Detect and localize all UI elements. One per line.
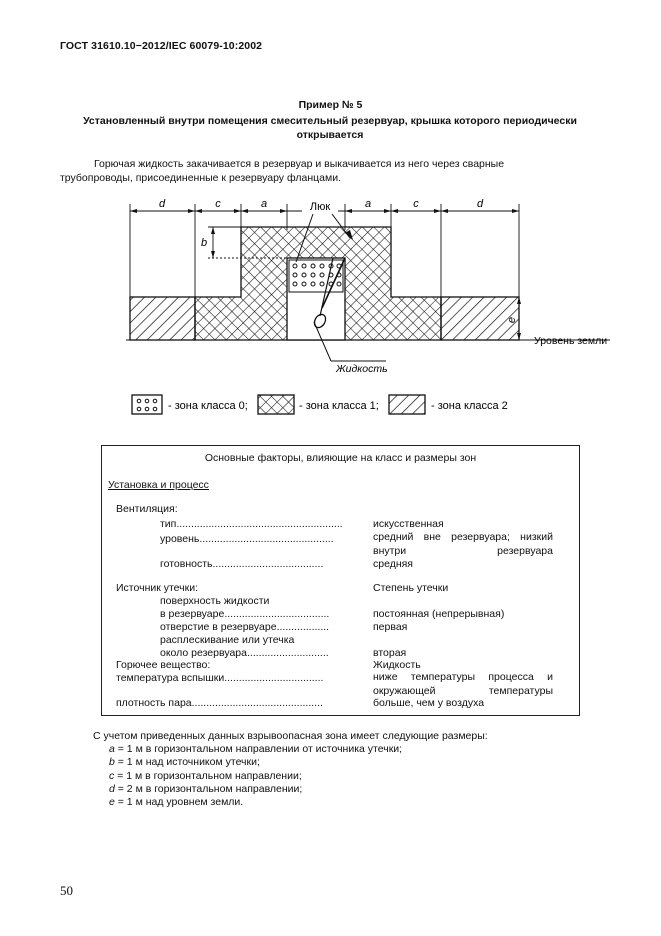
splash-label-1: расплескивание или утечка bbox=[160, 634, 295, 646]
summary-item: a = 1 м в горизонтальном направлении от источника утечки; bbox=[109, 743, 403, 756]
legend-zone0: - зона класса 0; bbox=[168, 400, 248, 412]
zone2-left bbox=[130, 297, 195, 340]
summary-item: c = 1 м в горизонтальном направлении; bbox=[109, 769, 302, 782]
ground-label: Уровень земли bbox=[534, 335, 608, 347]
document-header: ГОСТ 31610.10−2012/IEC 60079-10:2002 bbox=[60, 40, 263, 52]
summary bbox=[93, 730, 488, 809]
hatch-label: Люк bbox=[309, 201, 331, 213]
example-title: Пример № 5 bbox=[298, 99, 363, 111]
splash-value: вторая bbox=[373, 647, 407, 659]
vent-type-label: тип bbox=[160, 518, 177, 530]
example-subtitle: Установленный внутри помещения смесительный резервуар, крышка которого периодически открывается bbox=[83, 115, 577, 141]
surface-label-1: поверхность жидкости bbox=[160, 595, 270, 607]
density-value: больше, чем у воздуха bbox=[373, 697, 485, 709]
leak-degree-label: Степень утечки bbox=[373, 582, 449, 594]
summary-item: e = 1 м над уровнем земли. bbox=[109, 796, 244, 809]
vent-type-value: искусственная bbox=[373, 518, 444, 530]
surface-label-2: в резервуаре bbox=[160, 608, 225, 620]
factors-box: Основные факторы, влияющие на класс и размеры зон Установка и процесс Вентиляция: тип......................................................... искусственная уровень.............................................. средний вне резервуара; низкий внутри резервуара готовность...................................... средняя Источник утечки: Степень утечки поверхность жидкости в резервуаре.................................... постоянная (непрерывная) отверстие в резервуаре.................. первая расплескивание или утечка около резервуара............................ вторая Горючее вещество: Жидкость температура вспышки.................................. ниже температуры процесса и окружающей температуры плотность пара............................................. больше, чем у воздуха bbox=[101, 445, 580, 716]
factors-subtitle: Установка и процесс bbox=[108, 479, 209, 491]
density-label: плотность пара bbox=[116, 697, 192, 709]
vent-avail-label: готовность bbox=[160, 558, 213, 570]
ventilation-label: Вентиляция: bbox=[116, 503, 178, 515]
zone-diagram bbox=[0, 0, 661, 440]
factors-title: Основные факторы, влияющие на класс и размеры зон bbox=[204, 452, 477, 464]
legend-zone1-swatch bbox=[258, 395, 294, 414]
splash-label-2: около резервуара bbox=[160, 647, 247, 659]
fuel-label: Горючее вещество: bbox=[116, 659, 211, 671]
summary-item: d = 2 м в горизонтальном направлении; bbox=[109, 782, 303, 795]
fuel-value: Жидкость bbox=[373, 659, 421, 671]
opening-value: первая bbox=[373, 621, 408, 633]
legend-zone2-swatch bbox=[389, 395, 425, 414]
surface-value: постоянная (непрерывная) bbox=[373, 608, 505, 620]
vent-level-label: уровень bbox=[160, 533, 200, 545]
liquid-label: Жидкость bbox=[336, 363, 388, 375]
dim-e: e bbox=[506, 316, 518, 324]
intro-paragraph: Горючая жидкость закачивается в резервуар и выкачивается из него через сварные трубопроводы, присоединенные к резервуару фланцами. bbox=[60, 158, 505, 184]
dim-d-left: d bbox=[158, 198, 166, 210]
dim-c-right: c bbox=[413, 198, 419, 210]
flash-value: ниже температуры процесса и окружающей температуры bbox=[373, 671, 553, 697]
summary-lead: С учетом приведенных данных взрывоопасная зона имеет следующие размеры: bbox=[93, 730, 488, 742]
flash-label: температура вспышки bbox=[116, 672, 225, 684]
legend-zone1: - зона класса 1; bbox=[299, 400, 379, 412]
dim-a-left: a bbox=[260, 198, 268, 210]
opening-label: отверстие в резервуаре bbox=[160, 621, 277, 633]
dim-c-left: c bbox=[215, 198, 221, 210]
summary-item: b = 1 м над источником утечки; bbox=[109, 756, 260, 769]
dim-d-right: d bbox=[476, 198, 484, 210]
vent-level-value: средний вне резервуара; низкий внутри резервуара bbox=[373, 531, 553, 557]
page-number: 50 bbox=[60, 883, 73, 898]
vent-avail-value: средняя bbox=[373, 558, 413, 570]
dim-b: b bbox=[200, 237, 208, 249]
dim-a-right: a bbox=[364, 198, 372, 210]
leak-source-label: Источник утечки: bbox=[116, 582, 199, 594]
legend-zone2: - зона класса 2 bbox=[431, 400, 508, 412]
